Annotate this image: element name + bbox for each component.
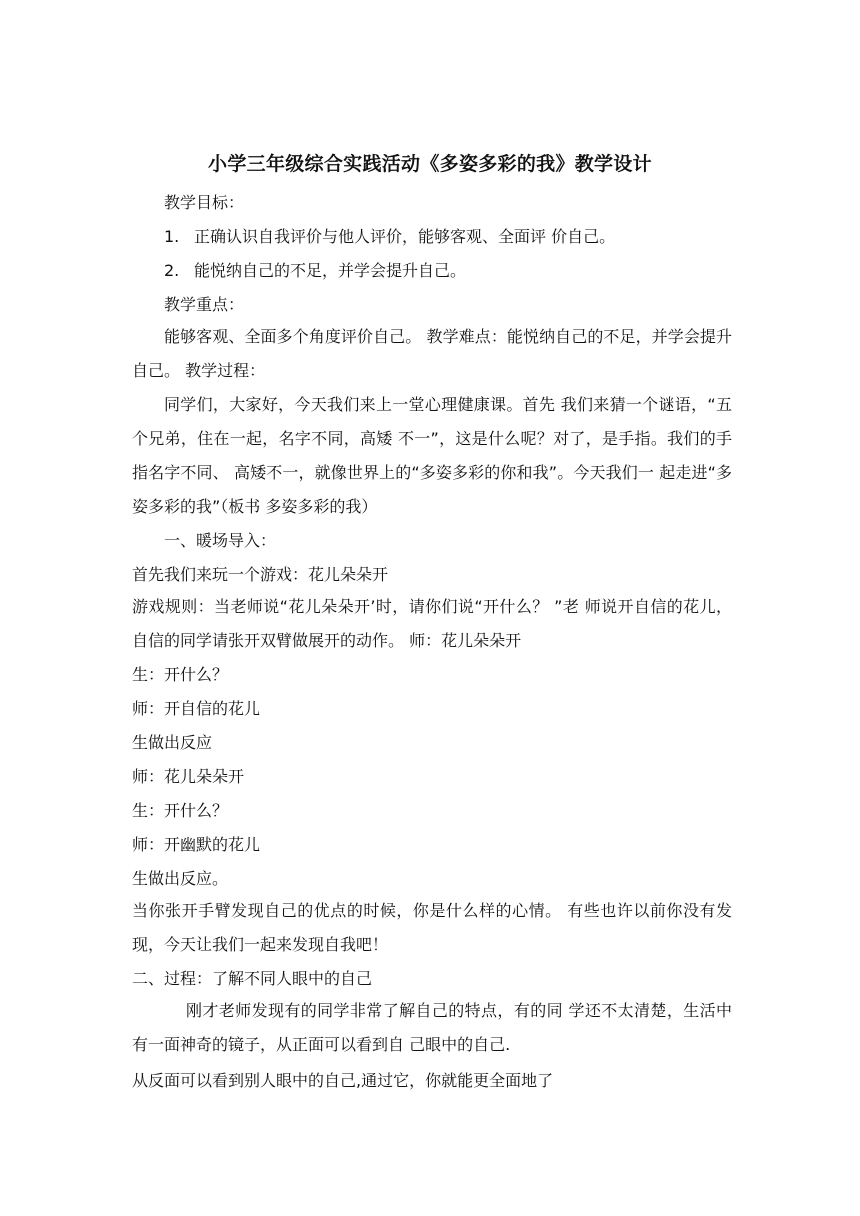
dialogue-line: 师：开自信的花儿 <box>132 699 261 718</box>
dialogue-line: 师：开幽默的花儿 <box>132 835 261 854</box>
objective-text: 能悦纳自己的不足，并学会提升自己。 <box>194 261 467 280</box>
document-title: 小学三年级综合实践活动《多姿多彩的我》教学设计 <box>208 153 652 175</box>
objectives-heading: 教学目标： <box>164 193 245 212</box>
objective-number: 1. <box>164 227 180 246</box>
last-line: 从反面可以看到别人眼中的自己,通过它，你就能更全面地了 <box>132 1071 554 1090</box>
objective-item <box>164 260 466 282</box>
section1-heading: 一、暖场导入： <box>164 531 277 550</box>
dialogue-line: 师：花儿朵朵开 <box>132 767 245 786</box>
paragraph-text: 游戏规则：当老师说“花儿朵朵开’时，请你们说“开什么？ ”老 师说开自信的花儿，自信的同学请张开双臂做展开的动作。 师：花儿朵朵开 <box>132 597 732 650</box>
paragraph-text: 同学们，大家好，今天我们来上一堂心理健康课。首先 我们来猜一个谜语，“五个兄弟，住在一起，名字不同，高矮 不一”，这是什么呢？对了，是手指。我们的手指名字不同、 高矮不一，就像世界上的“多姿多彩的你和我”。今天我们一 起走进“多姿多彩的我”（板书 多姿多彩的我） <box>132 395 732 516</box>
intro-paragraph <box>132 388 732 524</box>
section2-heading: 二、过程：了解不同人眼中的自己 <box>132 969 373 988</box>
game-rules-paragraph <box>132 590 732 658</box>
paragraph-text: 当你张开手臂发现自己的优点的时候，你是什么样的心情。 有些也许以前你没有发现，今天让我们一起来发现自我吧！ <box>132 901 732 954</box>
paragraph-text: 刚才老师发现有的同学非常了解自己的特点，有的同 学还不太清楚，生活中有一面神奇的镜子，从正面可以看到自 己眼中的自己. <box>132 1001 732 1054</box>
objective-number: 2. <box>164 261 180 280</box>
game-intro: 首先我们来玩一个游戏：花儿朵朵开 <box>132 565 389 584</box>
objective-text: 正确认识自我评价与他人评价，能够客观、全面评 价自己。 <box>194 227 616 246</box>
objective-item <box>164 226 615 248</box>
reflection-paragraph <box>132 894 732 962</box>
key-points-paragraph <box>132 320 732 388</box>
dialogue-line: 生做出反应。 <box>132 869 229 888</box>
mirror-paragraph <box>132 994 732 1062</box>
key-points-heading: 教学重点： <box>164 295 245 314</box>
dialogue-line: 生：开什么？ <box>132 665 229 684</box>
dialogue-line: 生：开什么？ <box>132 801 229 820</box>
dialogue-line: 生做出反应 <box>132 733 213 752</box>
paragraph-text: 能够客观、全面多个角度评价自己。 教学难点：能悦纳自己的不足，并学会提升自己。 教学过程： <box>132 327 732 380</box>
